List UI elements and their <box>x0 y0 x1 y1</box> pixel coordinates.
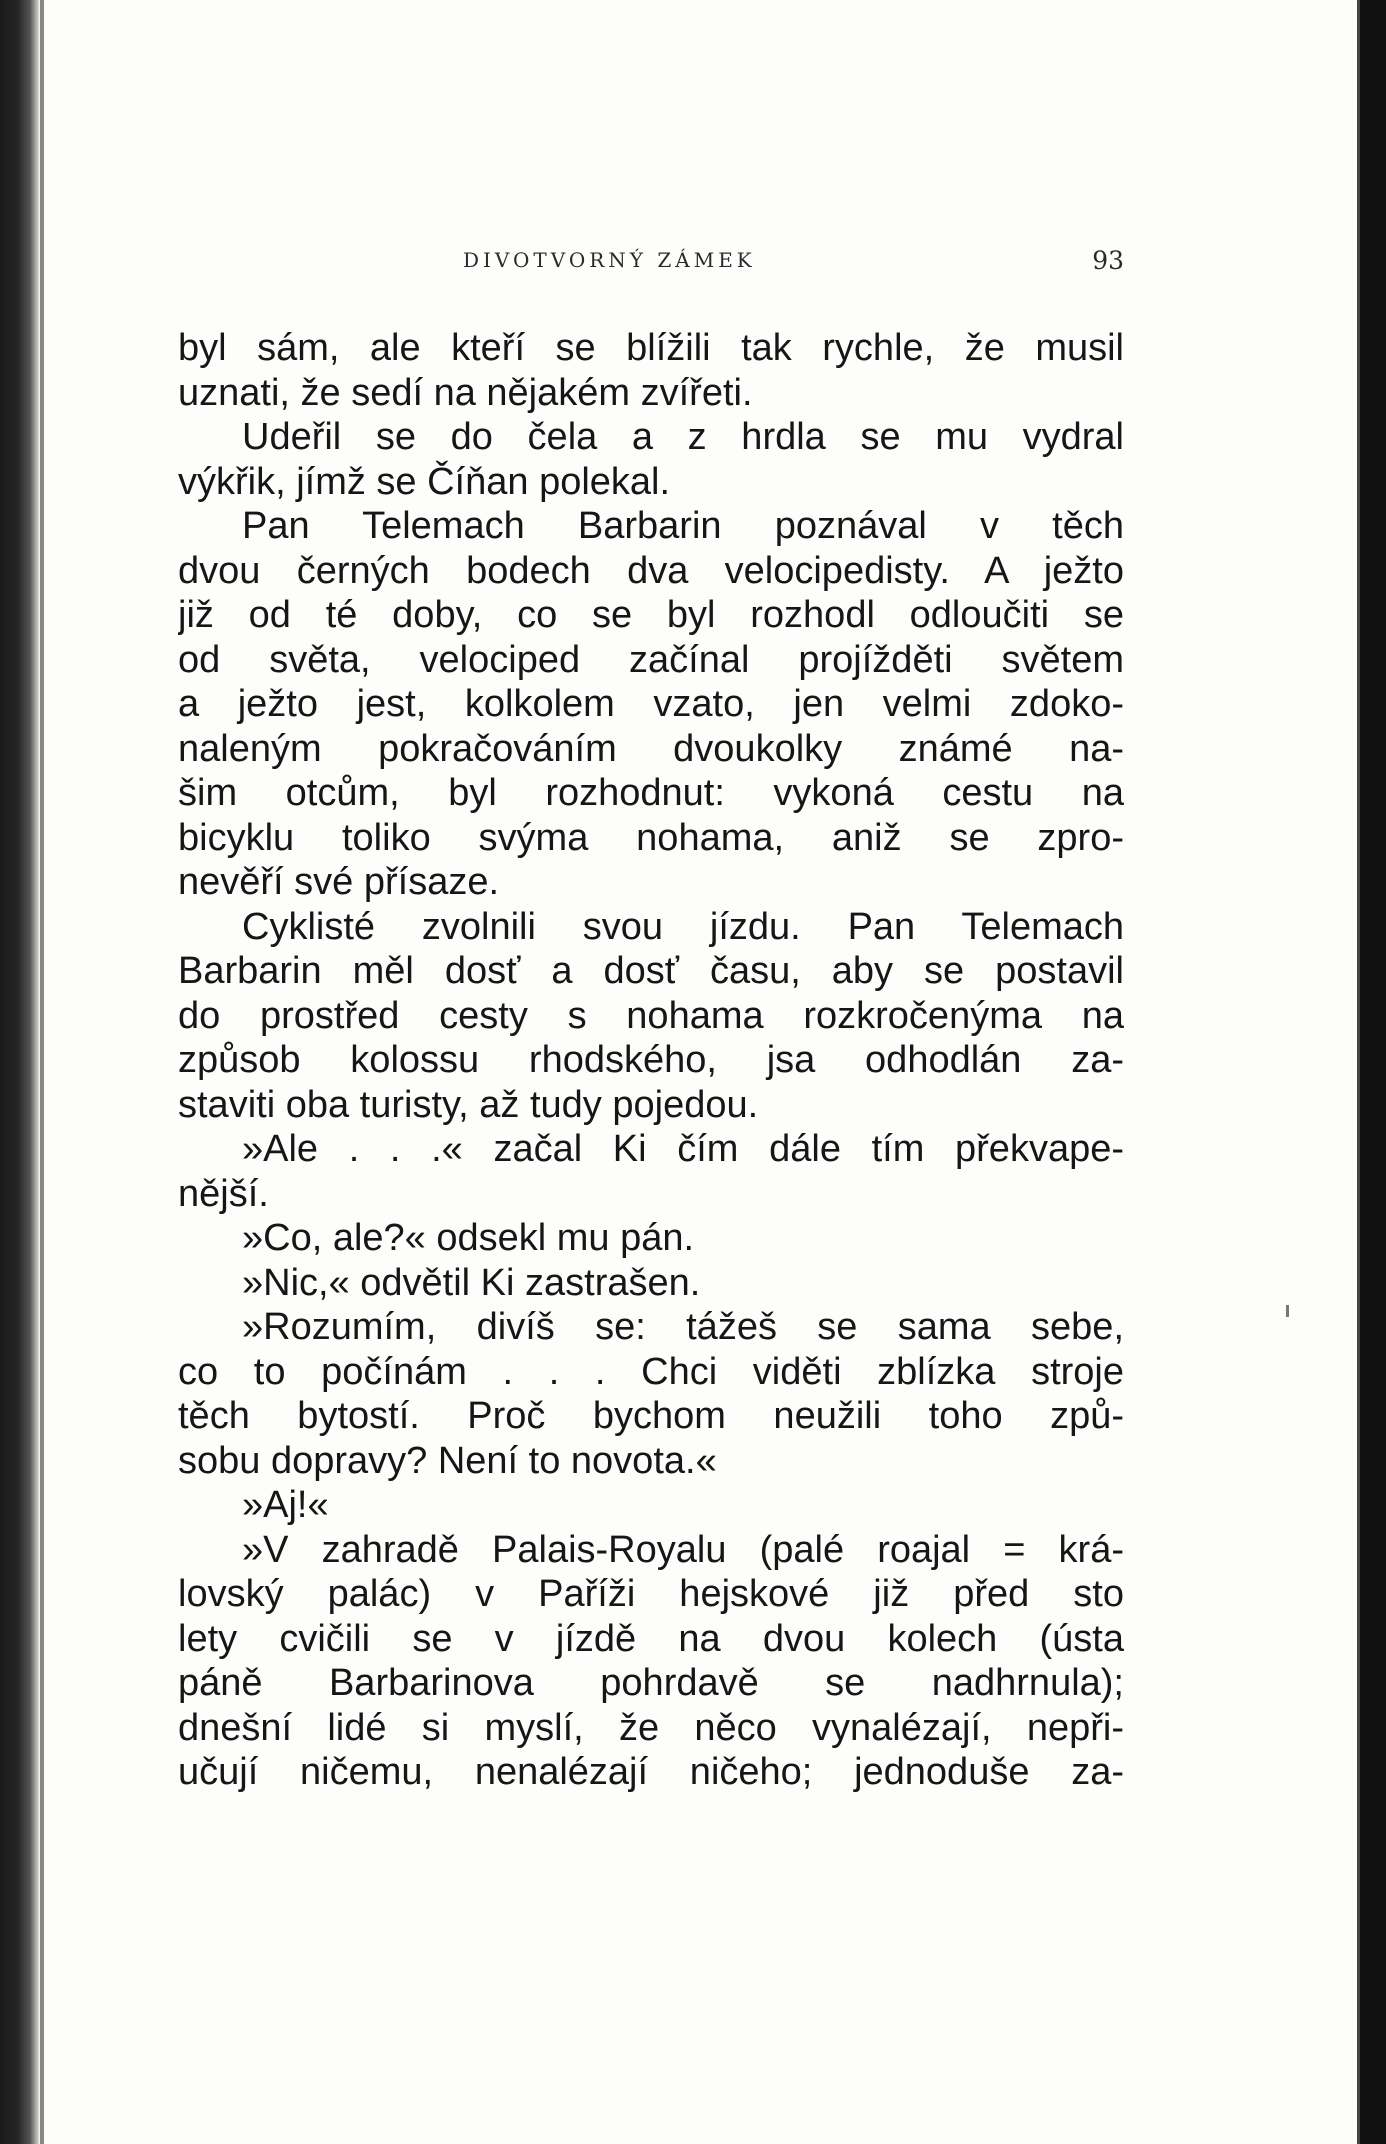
page-header <box>178 246 1124 286</box>
text-line: učují ničemu, nenalézají ničeho; jednoduše za- <box>178 1751 1124 1793</box>
text-line: a ježto jest, kolkolem vzato, jen velmi zdoko- <box>178 683 1124 725</box>
text-line: lety cvičili se v jízdě na dvou kolech (ústa <box>178 1617 1124 1660</box>
paper-speck <box>1286 1305 1289 1317</box>
page-edge-shadow <box>1360 0 1386 2144</box>
text-line: bicyklu toliko svýma nohama, aniž se zpro- <box>178 816 1124 859</box>
text-line: dnešní lidé si myslí, že něco vynalézají, nepři- <box>178 1706 1124 1749</box>
text-line: těch bytostí. Proč bychom neužili toho způ- <box>178 1395 1124 1437</box>
text-line: sobu dopravy? Není to novota.« <box>178 1439 717 1482</box>
text-line: staviti oba turisty, až tudy pojedou. <box>178 1083 759 1126</box>
text-line: naleným pokračováním dvoukolky známé na- <box>178 727 1124 770</box>
text-line: již od té doby, co se byl rozhodl odloučiti se <box>178 594 1124 636</box>
text-line: od světa, velociped začínal projížděti světem <box>178 638 1124 681</box>
text-line: nější. <box>178 1172 269 1215</box>
text-line: způsob kolossu rhodského, jsa odhodlán za- <box>178 1039 1124 1081</box>
text-line: »Rozumím, divíš se: tážeš se sama sebe, <box>242 1306 1124 1348</box>
text-line: dvou černých bodech dva velocipedisty. A ježto <box>178 549 1124 592</box>
text-line: »V zahradě Palais-Royalu (palé roajal = krá- <box>242 1528 1124 1571</box>
text-line: páně Barbarinova pohrdavě se nadhrnula); <box>178 1662 1124 1704</box>
text-line: šim otcům, byl rozhodnut: vykoná cestu na <box>178 772 1124 814</box>
text-line: výkřik, jímž se Číňan polekal. <box>178 460 671 503</box>
text-line: Pan Telemach Barbarin poznával v těch <box>242 505 1124 547</box>
text-line: nevěří své přísaze. <box>178 861 500 903</box>
running-title: DIVOTVORNÝ ZÁMEK <box>463 248 756 272</box>
body-text <box>178 326 1124 1795</box>
text-line: »Ale . . .« začal Ki čím dále tím překvape- <box>242 1128 1124 1170</box>
book-gutter-line <box>40 0 44 2144</box>
book-binding-shadow <box>0 0 40 2144</box>
text-line: Cyklisté zvolnili svou jízdu. Pan Telemach <box>242 905 1124 948</box>
text-line: do prostřed cesty s nohama rozkročenýma na <box>178 994 1124 1037</box>
text-line: »Co, ale?« odsekl mu pán. <box>242 1217 695 1259</box>
text-line: »Aj!« <box>242 1484 329 1526</box>
text-line: Udeřil se do čela a z hrdla se mu vydral <box>242 416 1124 458</box>
text-line: »Nic,« odvětil Ki zastrašen. <box>242 1261 701 1304</box>
text-line: lovský palác) v Paříži hejskové již před sto <box>178 1573 1124 1615</box>
text-line: Barbarin měl dosť a dosť času, aby se postavil <box>178 950 1124 992</box>
text-line: uznati, že sedí na nějakém zvířeti. <box>178 371 753 414</box>
text-line: byl sám, ale kteří se blížili tak rychle, že musil <box>178 327 1124 369</box>
page-number: 93 <box>1092 246 1124 275</box>
text-line: co to počínám . . . Chci viděti zblízka stroje <box>178 1350 1124 1393</box>
